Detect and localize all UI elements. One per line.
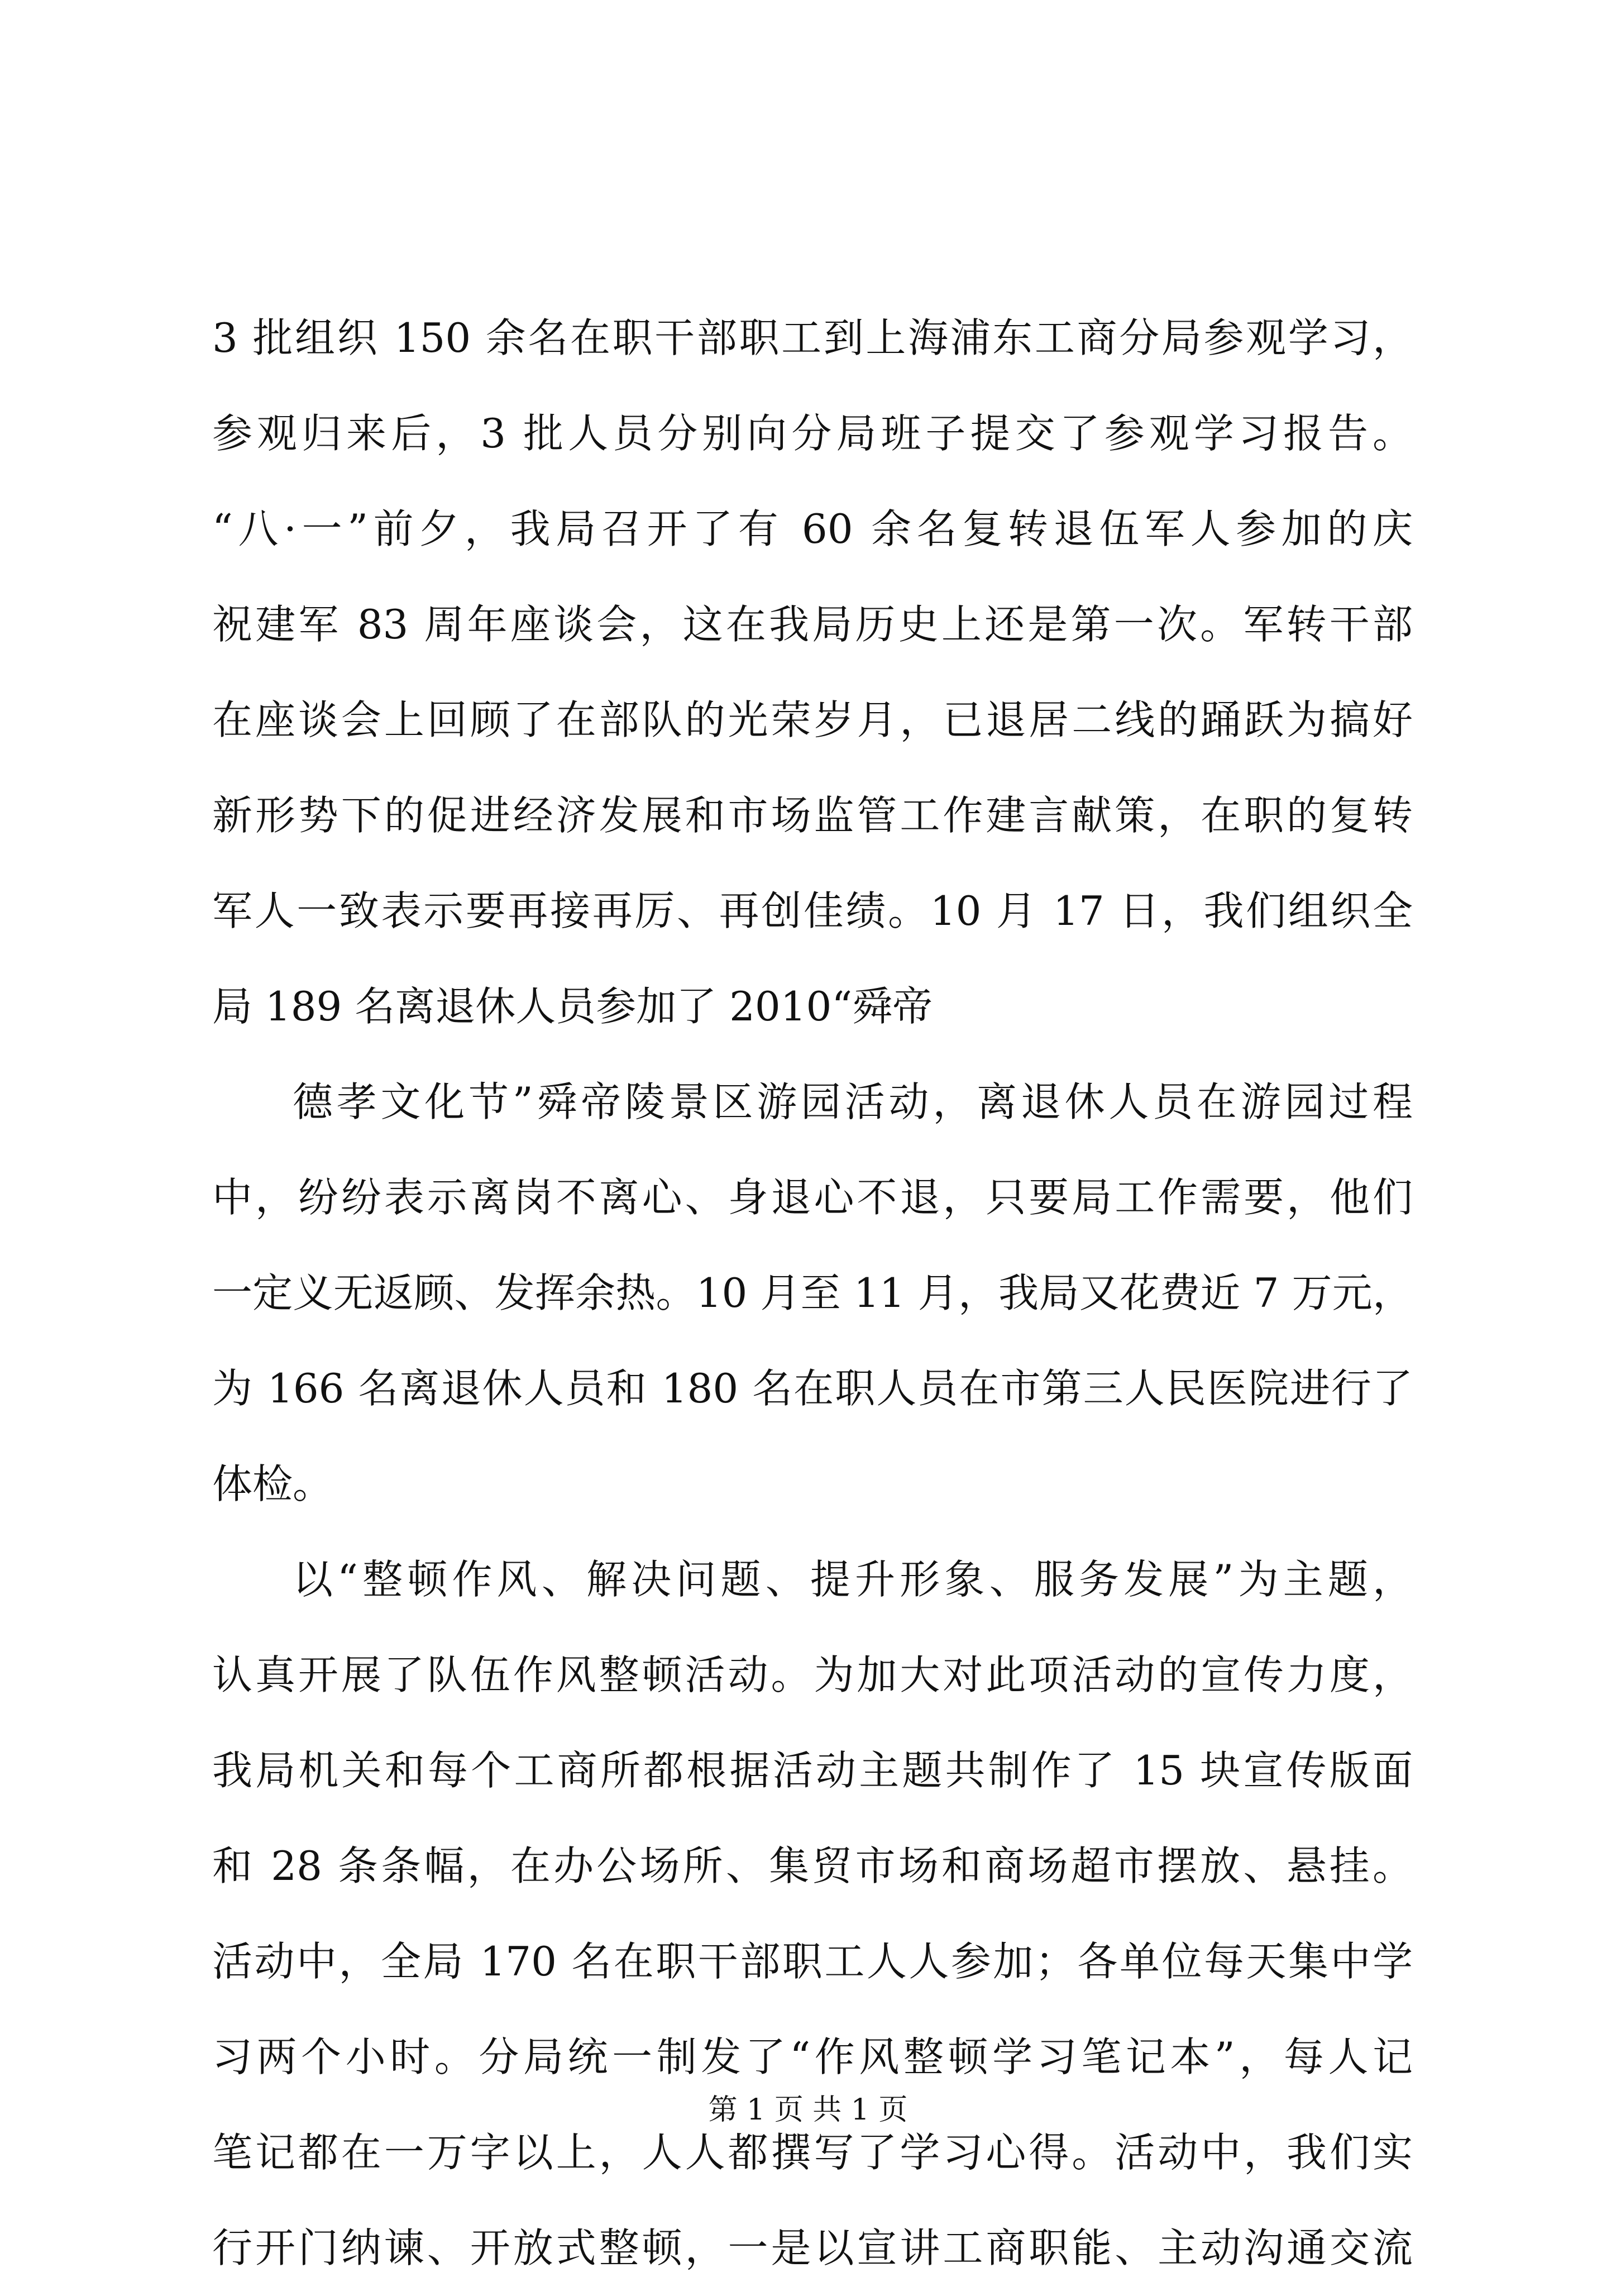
- text-line: 活动中，全局 170 名在职干部职工人人参加；各单位每天集中学: [212, 1938, 1413, 1985]
- text-line: 为 166 名离退休人员和 180 名在职人员在市第三人民医院进行了: [212, 1365, 1413, 1412]
- text-line: 3 批组织 150 余名在职干部职工到上海浦东工商分局参观学习，: [212, 314, 1413, 361]
- text-line: “八·一”前夕，我局召开了有 60 余名复转退伍军人参加的庆: [212, 505, 1413, 552]
- text-line: 笔记都在一万字以上，人人都撰写了学习心得。活动中，我们实: [212, 2129, 1413, 2176]
- page-footer: [0, 2093, 1616, 2127]
- text-line: 我局机关和每个工商所都根据活动主题共制作了 15 块宣传版面: [212, 1747, 1413, 1794]
- text-line: 以“整顿作风、解决问题、提升形象、服务发展”为主题，: [293, 1556, 1413, 1603]
- text-line: 德孝文化节”舜帝陵景区游园活动，离退休人员在游园过程: [293, 1078, 1413, 1125]
- text-line: 认真开展了队伍作风整顿活动。为加大对此项活动的宣传力度，: [212, 1651, 1413, 1698]
- text-line: 中，纷纷表示离岗不离心、身退心不退，只要局工作需要，他们: [212, 1174, 1413, 1221]
- text-line: 行开门纳谏、开放式整顿，一是以宣讲工商职能、主动沟通交流: [212, 2225, 1413, 2271]
- text-line: 和 28 条条幅，在办公场所、集贸市场和商场超市摆放、悬挂。: [212, 1842, 1413, 1889]
- text-line: 局 189 名离退休人员参加了 2010“舜帝: [212, 983, 933, 1030]
- text-line: 军人一致表示要再接再厉、再创佳绩。10 月 17 日，我们组织全: [212, 887, 1413, 934]
- text-line: 体检。: [212, 1460, 333, 1507]
- document-body: [212, 290, 1413, 2296]
- page-number-label: 第 1 页 共 1 页: [708, 2093, 908, 2127]
- text-line: 在座谈会上回顾了在部队的光荣岁月，已退居二线的踊跃为搞好: [212, 696, 1413, 743]
- text-line: 祝建军 83 周年座谈会，这在我局历史上还是第一次。军转干部: [212, 601, 1413, 648]
- text-line: 新形势下的促进经济发展和市场监管工作建言献策，在职的复转: [212, 792, 1413, 839]
- text-line: 一定义无返顾、发挥余热。10 月至 11 月，我局又花费近 7 万元，: [212, 1269, 1413, 1316]
- text-line: 参观归来后，3 批人员分别向分局班子提交了参观学习报告。: [212, 410, 1413, 457]
- text-line: 习两个小时。分局统一制发了“作风整顿学习笔记本”，每人记: [212, 2034, 1413, 2080]
